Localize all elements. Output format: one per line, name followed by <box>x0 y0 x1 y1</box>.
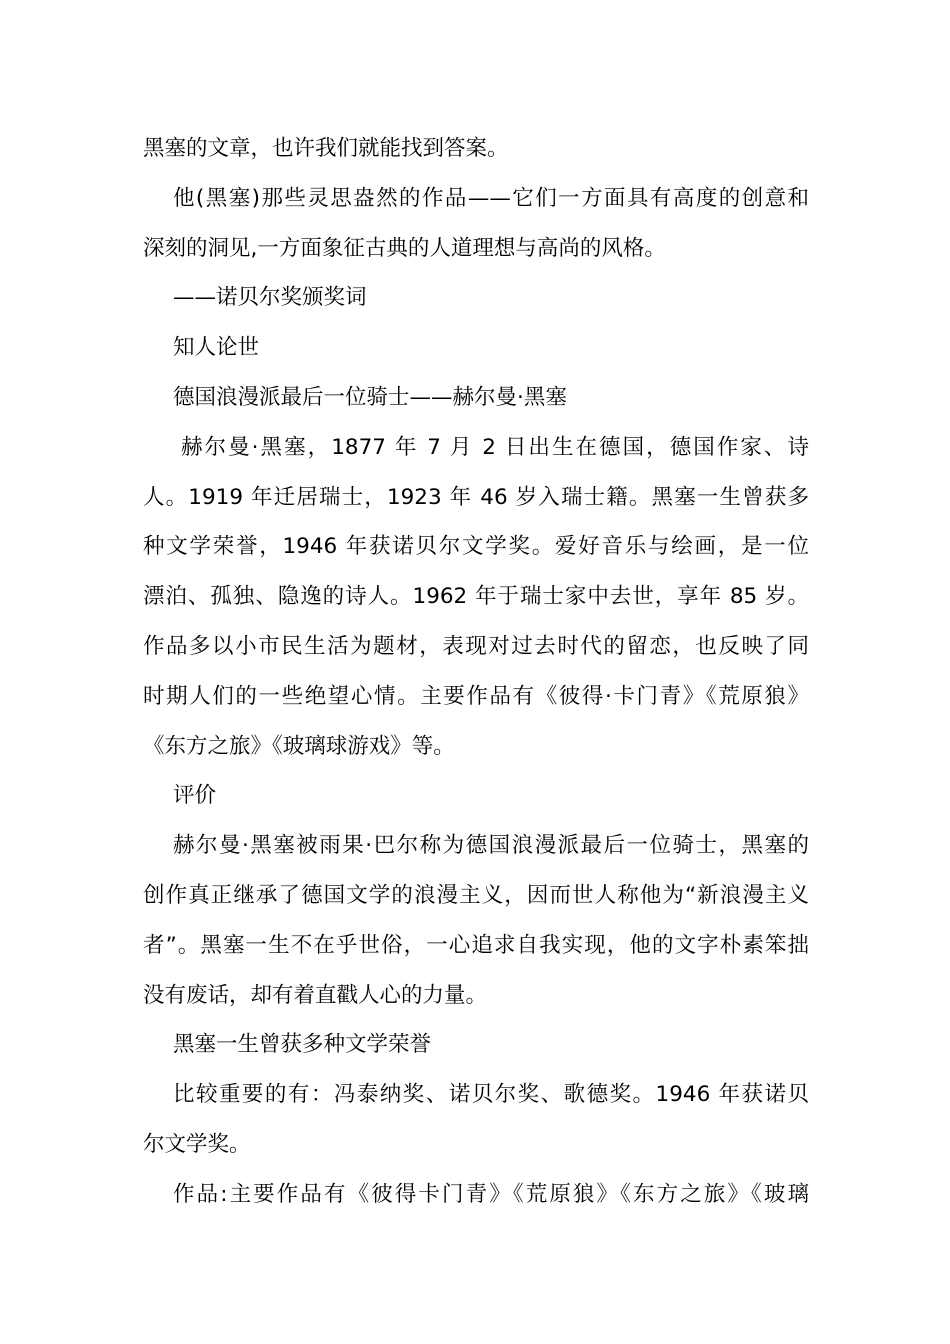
section-heading: 评价 <box>173 783 217 809</box>
paragraph-line: 人。1919 年迁居瑞士，1923 年 46 岁入瑞士籍。黑塞一生曾获多 <box>143 484 809 510</box>
section-heading: 知人论世 <box>173 335 260 361</box>
paragraph-line: 尔文学奖。 <box>143 1131 251 1157</box>
paragraph-line: 者”。黑塞一生不在乎世俗，一心追求自我实现，他的文字朴素笨拙 <box>143 932 809 958</box>
paragraph-line: 漂泊、孤独、隐逸的诗人。1962 年于瑞士家中去世，享年 85 岁。 <box>143 584 809 610</box>
paragraph-line: 《东方之旅》《玻璃球游戏》等。 <box>143 733 455 759</box>
paragraph-line: 种文学荣誉，1946 年获诺贝尔文学奖。爱好音乐与绘画，是一位 <box>143 534 809 560</box>
paragraph-line: 作品多以小市民生活为题材，表现对过去时代的留恋，也反映了同 <box>143 633 809 659</box>
paragraph-line: 赫尔曼·黑塞，1877 年 7 月 2 日出生在德国，德国作家、诗 <box>181 434 809 460</box>
paragraph-line: 创作真正继承了德国文学的浪漫主义，因而世人称他为“新浪漫主义 <box>143 882 809 908</box>
paragraph-line: 赫尔曼·黑塞被雨果·巴尔称为德国浪漫派最后一位骑士，黑塞的 <box>173 833 809 859</box>
quote-line: 他(黑塞)那些灵思盎然的作品——它们一方面具有高度的创意和 <box>173 185 809 211</box>
paragraph-line: 没有废话，却有着直戳人心的力量。 <box>143 982 488 1008</box>
paragraph-line: 黑塞的文章，也许我们就能找到答案。 <box>143 136 509 161</box>
paragraph-line: 作品:主要作品有《彼得卡门青》《荒原狼》《东方之旅》《玻璃 <box>173 1181 809 1207</box>
paragraph-line: 比较重要的有：冯泰纳奖、诺贝尔奖、歌德奖。1946 年获诺贝 <box>173 1082 809 1108</box>
section-heading: 黑塞一生曾获多种文学荣誉 <box>173 1032 432 1058</box>
quote-line: 深刻的洞见,一方面象征古典的人道理想与高尚的风格。 <box>143 235 666 261</box>
section-subheading: 德国浪漫派最后一位骑士——赫尔曼·黑塞 <box>173 384 567 410</box>
paragraph-line: 时期人们的一些绝望心情。主要作品有《彼得·卡门青》《荒原狼》 <box>143 683 809 709</box>
document-body <box>143 124 809 1220</box>
quote-attribution: ——诺贝尔奖颁奖词 <box>173 285 367 311</box>
